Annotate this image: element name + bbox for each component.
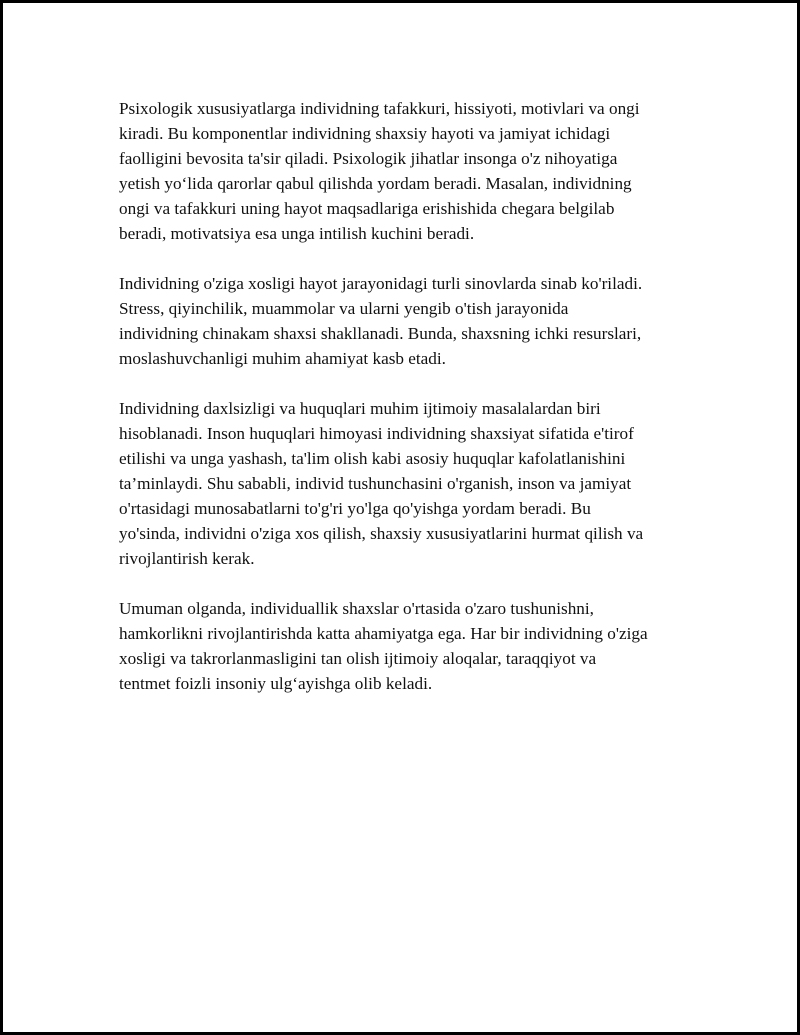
paragraph-3 [119, 396, 699, 571]
paragraph-line: xosligi va takrorlanmasligini tan olish ijtimoiy aloqalar, taraqqiyot va [119, 649, 597, 668]
paragraph-line: ongi va tafakkuri uning hayot maqsadlariga erishishida chegara belgilab [119, 199, 615, 218]
paragraph-line: hamkorlikni rivojlantirishda katta ahamiyatga ega. Har bir individning o'ziga [119, 624, 648, 643]
paragraph-2 [119, 271, 699, 371]
document-body [119, 96, 699, 721]
paragraph-line: Psixologik xususiyatlarga individning tafakkuri, hissiyoti, motivlari va ongi [119, 99, 640, 118]
paragraph-4 [119, 596, 699, 696]
paragraph-1 [119, 96, 699, 246]
paragraph-line: Individning daxlsizligi va huquqlari muhim ijtimoiy masalalardan biri [119, 399, 601, 418]
paragraph-line: moslashuvchanligi muhim ahamiyat kasb etadi. [119, 349, 446, 368]
paragraph-line: o'rtasidagi munosabatlarni to'g'ri yo'lga qo'yishga yordam beradi. Bu [119, 499, 591, 518]
paragraph-line: beradi, motivatsiya esa unga intilish kuchini beradi. [119, 224, 475, 243]
paragraph-line: yetish yo‘lida qarorlar qabul qilishda yordam beradi. Masalan, individning [119, 174, 632, 193]
paragraph-line: tentmet foizli insoniy ulg‘ayishga olib keladi. [119, 674, 433, 693]
paragraph-line: yo'sinda, individni o'ziga xos qilish, shaxsiy xususiyatlarini hurmat qilish va [119, 524, 644, 543]
paragraph-line: hisoblanadi. Inson huquqlari himoyasi individning shaxsiyat sifatida e'tirof [119, 424, 634, 443]
paragraph-line: rivojlantirish kerak. [119, 549, 255, 568]
paragraph-line: faolligini bevosita ta'sir qiladi. Psixologik jihatlar insonga o'z nihoyatiga [119, 149, 618, 168]
paragraph-line: Individning o'ziga xosligi hayot jarayonidagi turli sinovlarda sinab ko'riladi. [119, 274, 643, 293]
paragraph-line: Stress, qiyinchilik, muammolar va ularni yengib o'tish jarayonida [119, 299, 569, 318]
paragraph-line: ta’minlaydi. Shu sababli, individ tushunchasini o'rganish, inson va jamiyat [119, 474, 632, 493]
paragraph-line: individning chinakam shaxsi shakllanadi. Bunda, shaxsning ichki resurslari, [119, 324, 642, 343]
paragraph-line: kiradi. Bu komponentlar individning shaxsiy hayoti va jamiyat ichidagi [119, 124, 611, 143]
paragraph-line: etilishi va unga yashash, ta'lim olish kabi asosiy huquqlar kafolatlanishini [119, 449, 626, 468]
paragraph-line: Umuman olganda, individuallik shaxslar o'rtasida o'zaro tushunishni, [119, 599, 594, 618]
